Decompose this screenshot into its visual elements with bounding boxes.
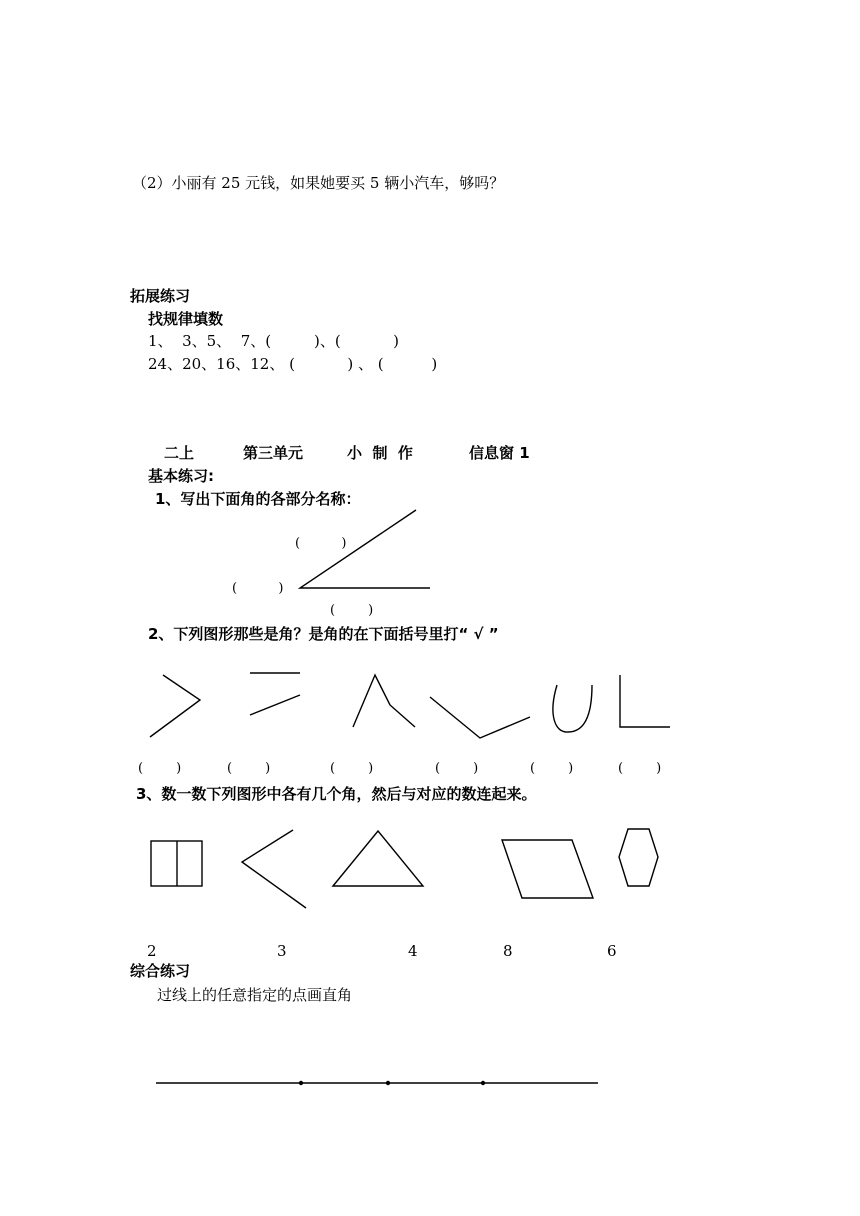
unit-window: 信息窗 1 — [469, 444, 530, 462]
answer-paren: ( ) — [227, 761, 271, 776]
answer-paren: ( ) — [530, 761, 574, 776]
angle-blank-bottom: ( ) — [330, 603, 374, 618]
shape-hexagon — [619, 829, 658, 886]
basic-question-3: 3、数一数下列图形中各有几个角，然后与对应的数连起来。 — [136, 785, 537, 803]
sequence-1: 1、 3、5、 7、( )、( ) — [148, 332, 400, 350]
angle-blank-left: ( ) — [232, 581, 284, 596]
shape-line-diagonal — [250, 695, 300, 715]
count-number: 6 — [607, 942, 617, 960]
sequence-2: 24、20、16、12、 ( ) 、 ( ) — [148, 355, 438, 373]
shape-triangle — [333, 831, 423, 886]
count-number: 4 — [408, 942, 418, 960]
count-number: 8 — [503, 942, 513, 960]
shape-wide-angle — [242, 830, 306, 908]
basic-heading: 基本练习: — [148, 467, 214, 485]
pattern-subheading: 找规律填数 — [148, 310, 224, 328]
point — [481, 1081, 485, 1085]
answer-paren: ( ) — [330, 761, 374, 776]
count-number: 2 — [147, 942, 157, 960]
point — [299, 1081, 303, 1085]
basic-question-1: 1、写出下面角的各部分名称： — [155, 490, 361, 508]
shape-parallelogram — [502, 840, 593, 898]
angle-blank-top: ( ) — [295, 536, 347, 551]
answer-paren: ( ) — [138, 761, 182, 776]
unit-topic: 小 制 作 — [347, 444, 413, 462]
question-2: （2）小丽有 25 元钱，如果她要买 5 辆小汽车，够吗？ — [132, 174, 505, 192]
answer-paren: ( ) — [435, 761, 479, 776]
extension-heading: 拓展练习 — [130, 287, 191, 305]
point — [386, 1081, 390, 1085]
angle-diagram — [300, 510, 430, 588]
unit-grade: 二上 — [164, 444, 195, 462]
unit-number: 第三单元 — [243, 444, 304, 462]
count-number: 3 — [277, 942, 287, 960]
answer-paren: ( ) — [618, 761, 662, 776]
basic-question-2: 2、下列图形那些是角？是角的在下面括号里打“ √ ” — [148, 625, 499, 643]
comprehensive-text: 过线上的任意指定的点画直角 — [157, 986, 353, 1004]
shape-bent-line — [353, 675, 415, 727]
shape-right-angle — [620, 675, 670, 727]
shape-open-angle — [150, 675, 200, 737]
comprehensive-heading: 综合练习 — [130, 962, 191, 980]
shape-obtuse-angle — [430, 697, 530, 738]
shape-u-curve — [553, 685, 592, 732]
